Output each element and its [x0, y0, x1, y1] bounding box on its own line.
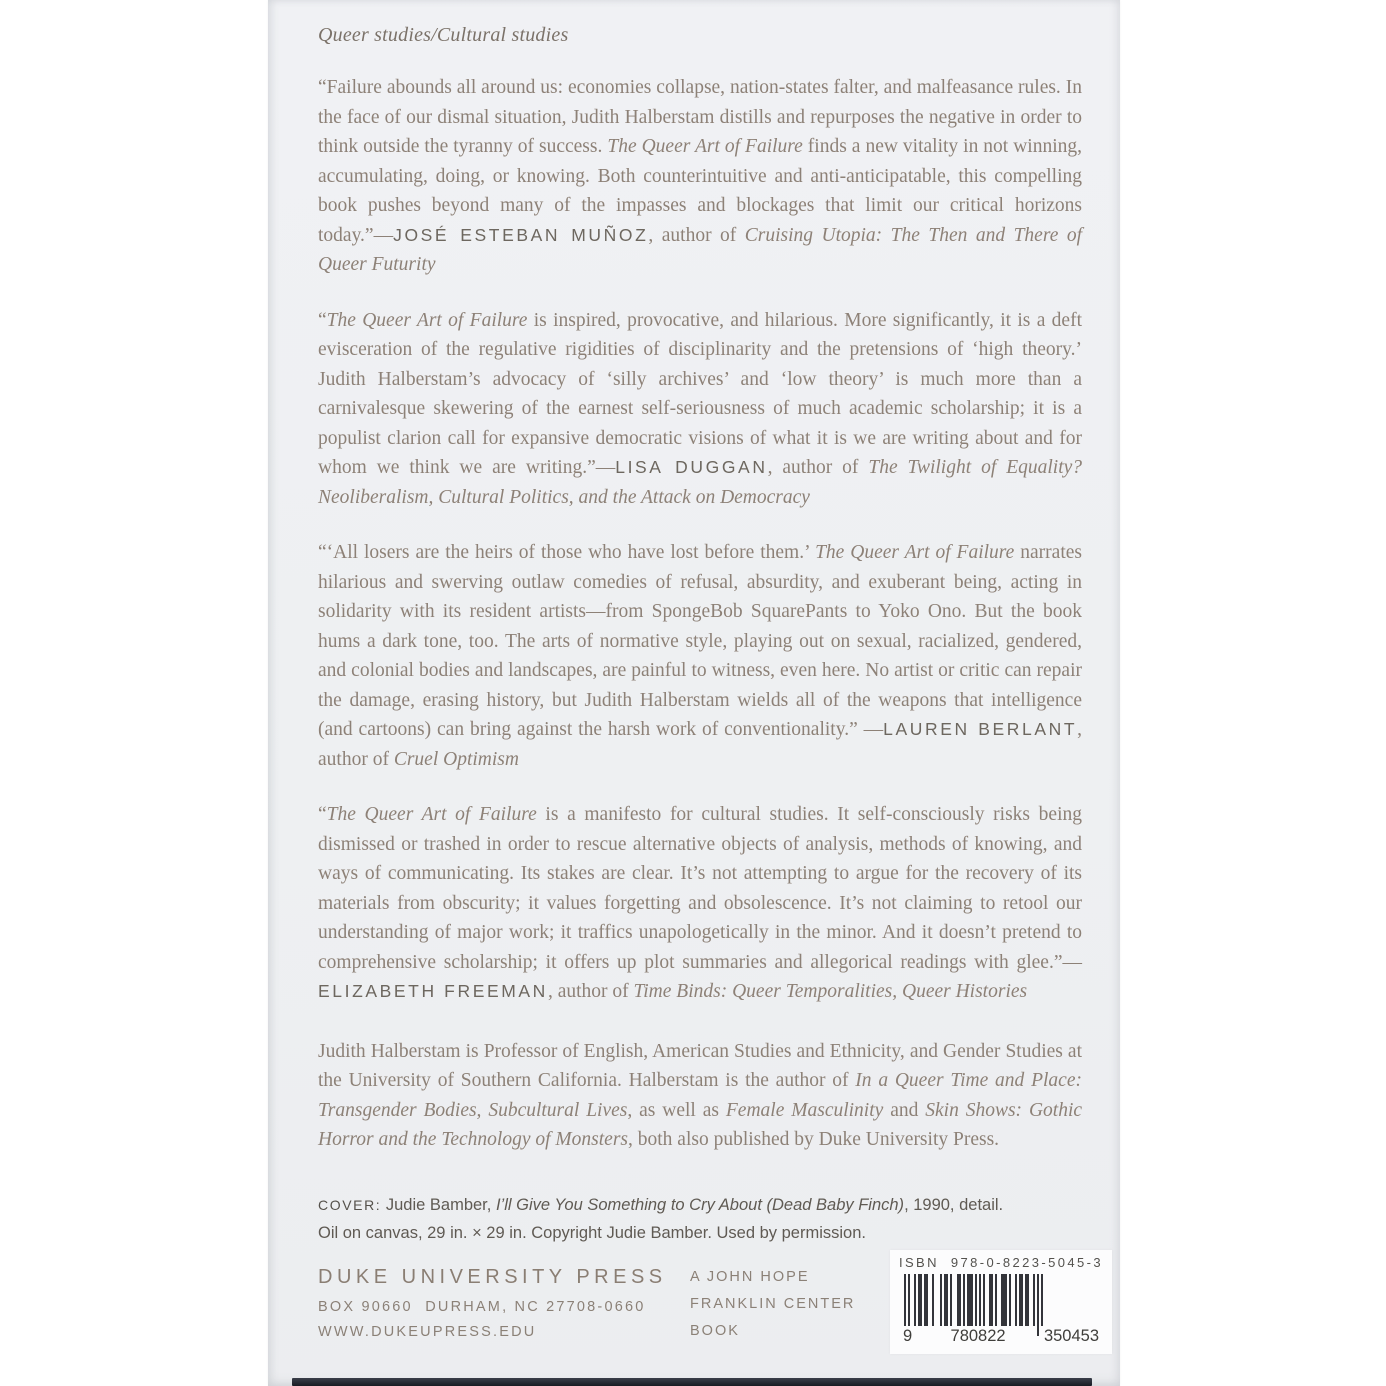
review-blurb-munoz: “Failure abounds all around us: economies collapse, nation-states falter, and malfeasance rules. In the face of our dismal situation, Judith Halberstam distills and repurposes the negative in order to think outside the tyranny of success. The Queer Art of Failure finds a new vitality in not winning, accumulating, doing, or knowing. Both counterintuitive and anti-anticipatable, this compelling book pushes beyond many of the impasses and blockages that limit our critical horizons today.”—JOSÉ ESTEBAN MUÑOZ, author of Cruising Utopia: The Then and There of Queer Futurity — [318, 77, 1083, 275]
barcode-number: 9 780822 350453 — [890, 1326, 1112, 1346]
franklin-center-line: A JOHN HOPE — [690, 1269, 810, 1285]
cover-credit-line2: Oil on canvas, 29 in. × 29 in. Copyright Judie Bamber. Used by permission. — [318, 1224, 866, 1242]
franklin-center-block — [690, 1264, 855, 1345]
review-blurb-freeman: “The Queer Art of Failure is a manifesto for cultural studies. It self-consciously risks being dismissed or trashed in order to rescue alternative objects of analysis, methods of knowing, and ways of communicating. Its stakes are clear. It’s not attempting to argue for the recovery of its materials from obscurity; it values forgetting and obsolescence. It’s not claiming to retool our understanding of major work; it traffics unapologetically in the minor. And it doesn’t pretend to comprehensive scholarship; it offers up plot summaries and allegorical readings with glee.”—ELIZABETH FREEMAN, author of Time Binds: Queer Temporalities, Queer Histories — [318, 804, 1082, 1002]
book-back-cover — [268, 0, 1120, 1386]
isbn-barcode — [890, 1250, 1112, 1354]
publisher-website: WWW.DUKEUPRESS.EDU — [318, 1324, 537, 1340]
publisher-row — [318, 1255, 1118, 1368]
franklin-center-line: FRANKLIN CENTER — [690, 1296, 856, 1312]
franklin-center-line: BOOK — [690, 1323, 740, 1339]
book-bottom-edge — [292, 1378, 1092, 1386]
review-blurb-berlant: “‘All losers are the heirs of those who have lost before them.’ The Queer Art of Failure narrates hilarious and swerving outlaw comedies of refusal, absurdity, and exuberant being, acting in solidarity with its resident artists—from SpongeBob SquarePants to Yoko Ono. But the book hums a dark tone, too. The arts of normative style, playing out on sexual, racialized, gendered, and colonial bodies and landscapes, are painful to witness, even here. No artist or critic can repair the damage, erasing history, but Judith Halberstam wields all of the weapons that intelligence (and cartoons) can bring against the harsh work of conventionality.” —LAUREN BERLANT, author of Cruel Optimism — [318, 542, 1082, 770]
publisher-address: BOX 90660 DURHAM, NC 27708-0660 — [318, 1299, 646, 1315]
category-label: Queer studies/Cultural studies — [318, 24, 569, 46]
isbn-label: ISBN 978-0-8223-5045-3 — [898, 1255, 1104, 1270]
publisher-block — [318, 1266, 667, 1340]
text-column — [318, 0, 1082, 1155]
author-bio: Judith Halberstam is Professor of English, American Studies and Ethnicity, and Gender Studies at the University of Southern California. Halberstam is the author of In a Queer Time and Place: Transgender Bodies, Subcultural Lives, as well as Female Masculinity and Skin Shows: Gothic Horror and the Technology of Monsters, both also published by Duke University Press. — [318, 1040, 1083, 1150]
publisher-name: DUKE UNIVERSITY PRESS — [318, 1266, 667, 1288]
cover-credit-line1: COVER: Judie Bamber, I’ll Give You Something to Cry About (Dead Baby Finch), 1990, detail. — [318, 1196, 1004, 1214]
review-blurb-duggan: “The Queer Art of Failure is inspired, provocative, and hilarious. More significantly, it is a deft evisceration of the regulative rigidities of disciplinarity and the pretensions of ‘high theory.’ Judith Halberstam’s advocacy of ‘silly archives’ and ‘low theory’ is much more than a carnivalesque skewering of the earnest self-seriousness of much academic scholarship; it is a populist clarion call for expansive democratic visions of what it is we are writing about and for whom we think we are writing.”—LISA DUGGAN, author of The Twilight of Equality? Neoliberalism, Cultural Politics, and the Attack on Democracy — [318, 309, 1083, 508]
cover-art-credit — [318, 1192, 1038, 1247]
